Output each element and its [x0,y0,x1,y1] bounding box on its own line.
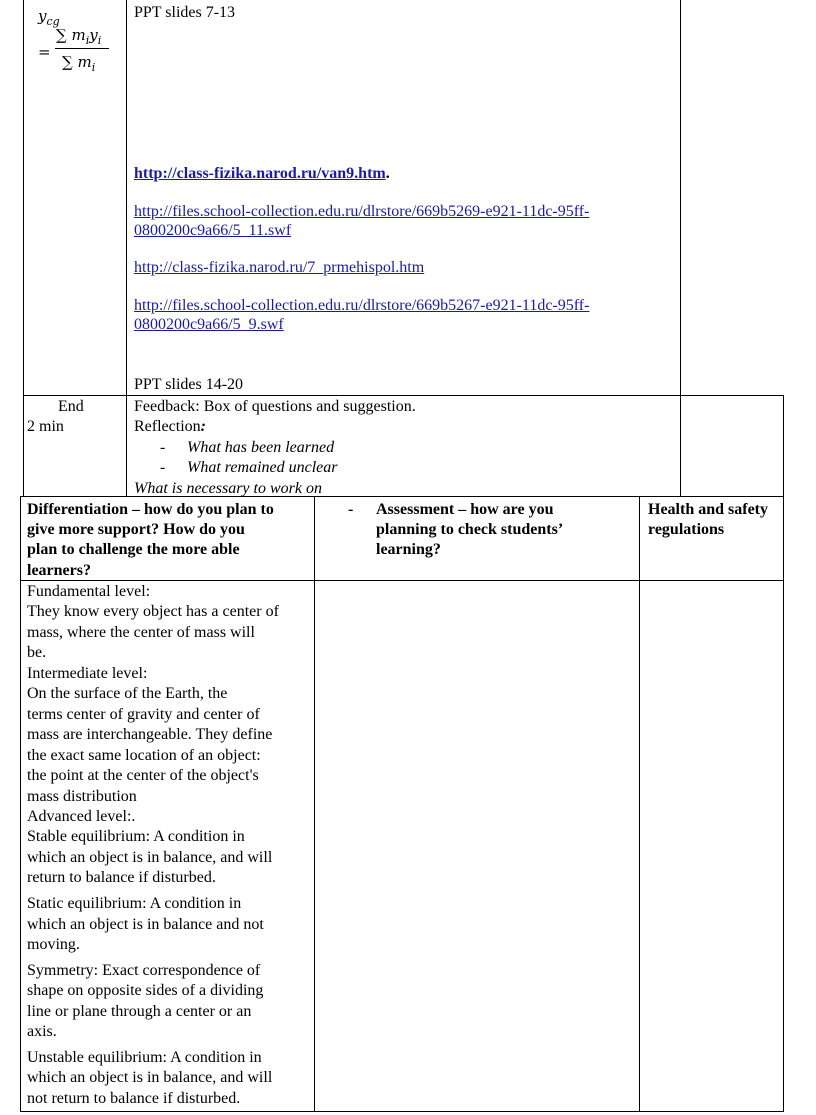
reflection-last-line: What is necessary to work on [134,480,322,497]
body-line: Unstable equilibrium: A condition in [27,1049,262,1066]
header-health-line: Health and safety [648,501,768,518]
body-line: mass distribution [27,788,137,805]
header-diff-line: learners? [27,562,91,579]
header-assess-line: learning? [376,541,441,558]
body-line: which an object is in balance, and will [27,849,273,866]
body-line: mass are interchangeable. They define [27,726,273,743]
body-line: On the surface of the Earth, the [27,685,228,702]
header-diff-line: plan to challenge the more able [27,541,240,558]
formula-equals: = [38,43,51,61]
body-line: which an object is in balance and not [27,916,264,933]
link-van9[interactable]: http://class-fizika.narod.ru/van9.htm. [134,165,390,182]
body-line: be. [27,644,47,661]
body-line: the exact same location of an object: [27,747,261,764]
body-line: not return to balance if disturbed. [27,1090,241,1107]
body-line: which an object is in balance, and will [27,1069,273,1086]
body-line: Fundamental level: [27,583,151,600]
bullet-dash-1: - [160,439,166,456]
formula-denominator: ∑ $m_i$ [62,53,96,74]
body-line: line or plane through a center or an [27,1003,252,1020]
reflection-label: Reflection: [134,418,206,435]
feedback-text: Feedback: Box of questions and suggestion. [134,398,416,415]
body-line: terms center of gravity and center of [27,706,260,723]
header-assess-dash: - [348,501,354,518]
link-school-collection-5-9-line2[interactable]: 0800200c9a66/5_9.swf [134,316,284,333]
header-diff-line: give more support? How do you [27,521,245,538]
ppt-slides-7-13: PPT slides 7-13 [134,4,236,21]
body-line: Intermediate level: [27,665,148,682]
link-school-collection-5-11-line2[interactable]: 0800200c9a66/5_11.swf [134,222,292,239]
body-line: mass, where the center of mass will [27,624,255,641]
body-line: Symmetry: Exact correspondence of [27,962,261,979]
formula-fraction-bar [55,48,109,49]
formula-numerator: ∑ $m_iy_i$ [56,26,102,47]
formula-lhs: $y_{cg}$ [38,7,60,28]
bullet-text-1: What has been learned [187,439,335,456]
link-school-collection-5-9-line1[interactable]: http://files.school-collection.edu.ru/dlrstore/669b5267-e921-11dc-95ff- [134,297,590,314]
header-assess-line: Assessment – how are you [376,501,554,518]
body-line: Static equilibrium: A condition in [27,895,242,912]
body-line: axis. [27,1023,57,1040]
bullet-text-2: What remained unclear [187,459,338,476]
body-line: moving. [27,936,80,953]
header-diff-line: Differentiation – how do you plan to [27,501,274,518]
link-van9-anchor[interactable]: http://class-fizika.narod.ru/van9.htm [134,165,386,182]
body-line: They know every object has a center of [27,603,279,620]
ppt-slides-14-20: PPT slides 14-20 [134,376,244,393]
header-health-line: regulations [648,521,725,538]
body-line: Stable equilibrium: A condition in [27,828,245,845]
body-line: return to balance if disturbed. [27,869,216,886]
body-line: Advanced level:. [27,808,136,825]
link-school-collection-5-11-line1[interactable]: http://files.school-collection.edu.ru/dlrstore/669b5269-e921-11dc-95ff- [134,203,590,220]
bullet-dash-2: - [160,459,166,476]
stage-label: End [58,398,84,415]
body-line: shape on opposite sides of a dividing [27,982,264,999]
header-assess-line: planning to check students’ [376,521,564,538]
stage-time: 2 min [27,418,64,435]
body-line: the point at the center of the object's [27,767,259,784]
link-prmehispol[interactable]: http://class-fizika.narod.ru/7_prmehispol.htm [134,259,425,276]
